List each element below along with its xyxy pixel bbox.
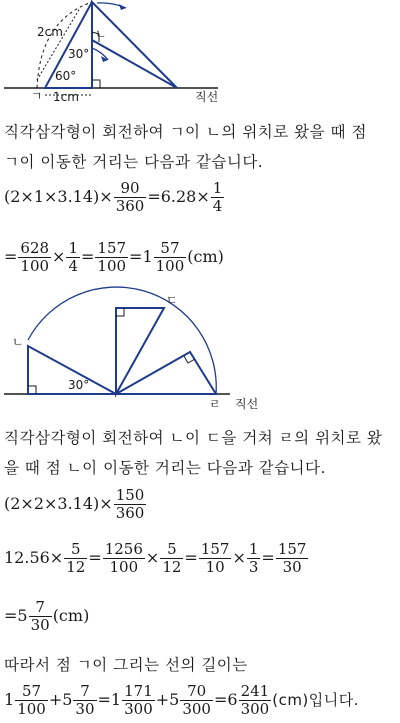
paragraph-1-line-2: ㄱ이 이동한 거리는 다음과 같습니다. <box>4 153 264 171</box>
label-line: 직선 <box>195 90 219 104</box>
paragraph-2-line-2: 을 때 점 ㄴ이 이동한 거리는 다음과 같습니다. <box>4 459 326 477</box>
fraction: $\frac{150}{360}$ <box>115 486 145 522</box>
label-nieun: ㄴ <box>95 27 107 41</box>
triangle-rotated <box>92 2 177 88</box>
fraction: $\frac{57}{100}$ <box>17 682 46 718</box>
fraction: $\frac{5}{12}$ <box>66 540 86 576</box>
label-digeut: ㄷ <box>166 293 178 307</box>
label-line: 직선 <box>235 397 259 411</box>
fraction: $\frac{157}{30}$ <box>277 540 307 576</box>
eq1-mid: =6.28× <box>147 187 210 206</box>
fraction: $\frac{1}{4}$ <box>212 179 223 215</box>
equation-3: (2×2×3.14)× $\frac{150}{360}$ <box>4 486 145 522</box>
equation-4: 12.56× $\frac{5}{12}$ = $\frac{1256}{100}$ × $\frac{5}{12}$ = $\frac{157}{10}$ × $\frac{1}{3}$ = $\frac{157}{30}$ <box>4 540 307 576</box>
fraction: $\frac{7}{30}$ <box>75 682 95 718</box>
label-1cm: 1cm <box>53 90 79 104</box>
label-rieul: ㄹ <box>209 397 221 411</box>
label-giyeok: ㄱ <box>31 89 43 103</box>
label-nieun: ㄴ <box>12 335 24 349</box>
label-30-deg: 30° <box>68 47 90 61</box>
right-angle-mark <box>116 308 124 316</box>
fraction: $\frac{57}{100}$ <box>155 239 185 275</box>
fraction: $\frac{5}{12}$ <box>162 540 182 576</box>
equation-5: =5 $\frac{7}{30}$ (cm) <box>4 598 90 634</box>
fraction: $\frac{157}{10}$ <box>200 540 230 576</box>
right-angle-mark <box>92 80 100 88</box>
fraction: $\frac{7}{30}$ <box>30 598 50 634</box>
label-2cm: 2cm <box>37 25 63 39</box>
paragraph-2-line-1: 직각삼각형이 회전하여 ㄴ이 ㄷ을 거쳐 ㄹ의 위치로 왔 <box>4 429 383 447</box>
label-60-deg: 60° <box>55 69 77 83</box>
right-angle-mark <box>28 386 36 394</box>
triangle-right <box>116 352 216 394</box>
paragraph-3-line-1: 따라서 점 ㄱ이 그리는 선의 길이는 <box>4 656 248 674</box>
equation-2: = $\frac{628}{100}$ × $\frac{1}{4}$ = $\frac{157}{100}$ =1 $\frac{57}{100}$ (cm) <box>4 239 224 275</box>
paragraph-1-line-1: 직각삼각형이 회전하여 ㄱ이 ㄴ의 위치로 왔을 때 점 <box>4 123 367 141</box>
figure-2-diagram <box>0 292 400 412</box>
fraction: $\frac{1256}{100}$ <box>104 540 143 576</box>
rotation-arc <box>28 287 216 394</box>
equation-6: 1 $\frac{57}{100}$ +5 $\frac{7}{30}$ =1 $\frac{171}{300}$ +5 $\frac{70}{300}$ =6 $\frac{241}{300}$ (cm)입니다. <box>4 682 360 718</box>
fraction: $\frac{1}{4}$ <box>68 239 78 275</box>
fraction: $\frac{157}{100}$ <box>97 239 127 275</box>
fraction: $\frac{70}{300}$ <box>182 682 211 718</box>
label-30-deg: 30° <box>68 378 90 392</box>
rotation-arrow-mid <box>92 48 108 60</box>
fraction: $\frac{90}{360}$ <box>115 179 145 215</box>
equation-1 <box>4 180 225 215</box>
fraction: $\frac{628}{100}$ <box>20 239 50 275</box>
eq1-lhs: (2×1×3.14)× <box>4 187 113 206</box>
fraction: $\frac{171}{300}$ <box>124 682 153 718</box>
fraction: $\frac{241}{300}$ <box>240 682 270 718</box>
fraction: $\frac{1}{3}$ <box>248 540 259 576</box>
figure-1-diagram <box>0 0 400 105</box>
